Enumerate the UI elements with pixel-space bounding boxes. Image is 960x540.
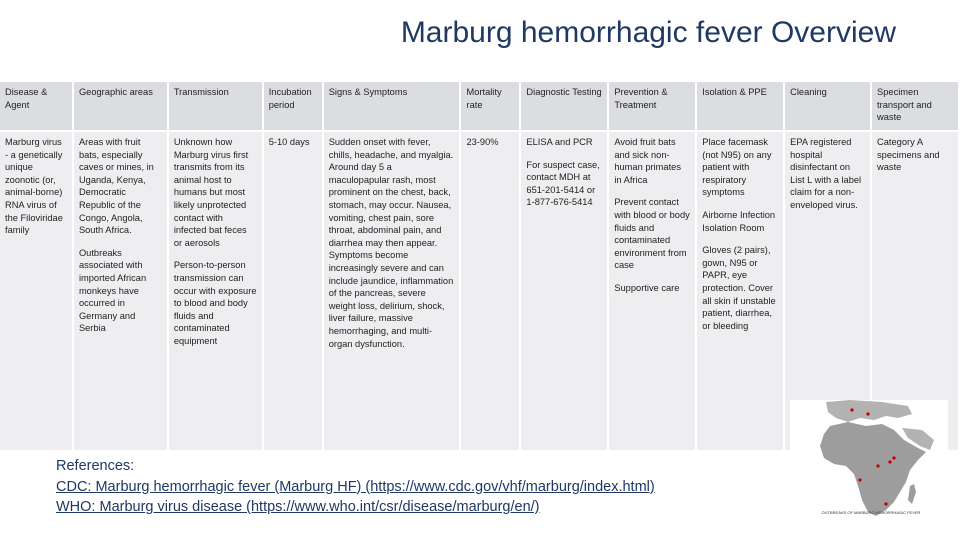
- cell-incubation-period: [263, 131, 323, 450]
- references: [56, 456, 655, 518]
- page-title: Marburg hemorrhagic fever Overview: [400, 16, 896, 49]
- outbreak-marker: [866, 412, 869, 415]
- table-header-row: [0, 82, 959, 131]
- cell-isolation-ppe: [696, 131, 784, 450]
- header-transmission: Transmission: [168, 82, 263, 131]
- cell-signs-symptoms: [323, 131, 461, 450]
- references-heading: References:: [56, 458, 135, 474]
- header-cleaning: Cleaning: [784, 82, 871, 131]
- cell-text: Place facemask (not N95) on any patient with respiratory symptoms: [702, 137, 772, 198]
- cell-text: ELISA and PCR: [526, 137, 593, 147]
- overview-table: [0, 82, 960, 450]
- cell-text: Avoid fruit bats and sick non-human primates in Africa: [614, 137, 681, 185]
- cell-text: Person-to-person transmission can occur with exposure to blood and body fluids and contaminated equipment: [173, 260, 257, 346]
- cell-text: Sudden onset with fever, chills, headache, and myalgia. Around day 5 a maculopapular rash, most prominent on the chest, back, stomach, may occur. Nausea, vomiting, chest pain, sore throat, abdominal pain, and diarrhea may then appear. Symptoms become increasingly severe and can include jaundice, inflammation of the pancreas, severe weight loss, delirium, shock, liver failure, massive hemorrhaging, and multi-organ dysfunction.: [328, 137, 454, 349]
- cell-mortality-rate: [460, 131, 520, 450]
- outbreak-marker: [888, 460, 891, 463]
- africa-outbreak-map: [790, 400, 948, 526]
- cell-text: Category A specimens and waste: [877, 137, 940, 173]
- who-reference-link[interactable]: WHO: Marburg virus disease (https://www.who.int/csr/disease/marburg/en/): [56, 499, 540, 515]
- cell-text: Outbreaks associated with imported African monkeys have occurred in Germany and Serbia: [78, 247, 147, 334]
- cell-disease-agent: [0, 131, 73, 450]
- cell-prevention-treatment: [608, 131, 696, 450]
- cell-geographic-areas: [73, 131, 168, 450]
- cell-text: Marburg virus - a genetically unique zoonotic (or, animal-borne) RNA virus of the Filoviridae family: [5, 137, 63, 236]
- header-incubation-period: Incubation period: [263, 82, 323, 131]
- outbreak-marker: [892, 456, 895, 459]
- cell-text: Gloves (2 pairs), gown, N95 or PAPR, eye protection. Cover all skin if unstable patient, diarrhea, or bleeding: [702, 245, 776, 331]
- outbreak-marker: [858, 478, 861, 481]
- cell-text: For suspect case, contact MDH at 651-201-5414 or 1-877-676-5414: [526, 159, 600, 208]
- cdc-reference-link[interactable]: CDC: Marburg hemorrhagic fever (Marburg HF) (https://www.cdc.gov/vhf/marburg/index.html): [56, 478, 655, 495]
- cell-text: Supportive care: [614, 282, 680, 293]
- header-prevention-treatment: Prevention & Treatment: [608, 82, 696, 131]
- header-mortality-rate: Mortality rate: [460, 82, 520, 131]
- header-geographic-areas: Geographic areas: [73, 82, 168, 131]
- outbreak-marker: [876, 464, 879, 467]
- cell-text: Areas with fruit bats, especially caves or mines, in Uganda, Kenya, Democratic Republic of the Congo, Angola, South Africa.: [78, 137, 154, 236]
- cell-text: 23-90%: [466, 137, 499, 147]
- header-disease-agent: Disease & Agent: [0, 82, 73, 131]
- outbreak-marker: [850, 408, 853, 411]
- cell-text: Prevent contact with blood or body fluids and contaminated environment from case: [614, 197, 690, 271]
- header-specimen-transport: Specimen transport and waste: [871, 82, 959, 131]
- cell-diagnostic-testing: [520, 131, 608, 450]
- cell-text: EPA registered hospital disinfectant on List L with a label claim for a non-enveloped virus.: [790, 137, 862, 210]
- outbreak-marker: [884, 502, 887, 505]
- cell-text: Airborne Infection Isolation Room: [702, 209, 776, 233]
- header-diagnostic-testing: Diagnostic Testing: [520, 82, 608, 131]
- map-caption: OUTBREAKS OF MARBURG HEMORRHAGIC FEVER: [821, 510, 921, 515]
- cell-text: 5-10 days: [268, 137, 310, 147]
- header-signs-symptoms: Signs & Symptoms: [323, 82, 461, 131]
- cell-text: Unknown how Marburg virus first transmits from its animal host to humans but most likely unprotected contact with infected bat feces or aerosols: [173, 137, 249, 248]
- cell-transmission: [168, 131, 263, 450]
- header-isolation-ppe: Isolation & PPE: [696, 82, 784, 131]
